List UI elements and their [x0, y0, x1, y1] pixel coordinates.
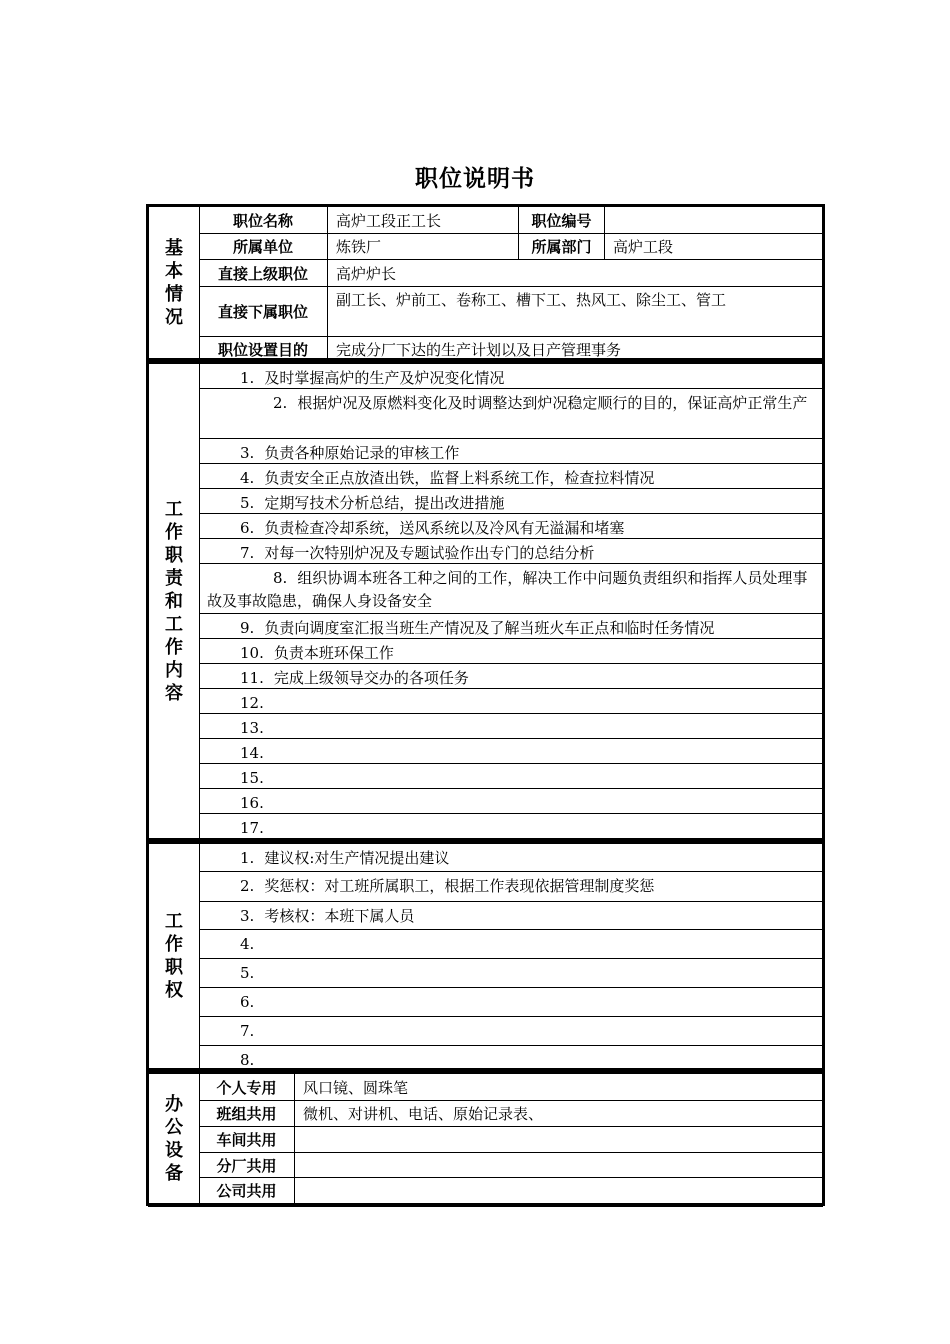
- equipment-row-value: 风口镜、圆珠笔: [303, 1078, 409, 1097]
- duty-item-number: 17.: [240, 819, 264, 837]
- duty-item-text: 对每一次特别炉况及专题试验作出专门的总结分析: [264, 544, 595, 562]
- duty-item: [199, 739, 822, 764]
- duty-item-text: 及时掌握高炉的生产及炉况变化情况: [264, 369, 505, 387]
- duty-item-number: 8.: [273, 569, 288, 587]
- subordinate-label: 直接下属职位: [199, 287, 328, 336]
- duty-item-number: 4.: [240, 469, 255, 487]
- duty-item: [199, 464, 822, 489]
- duty-item-number: 1.: [240, 369, 255, 387]
- duty-item: [199, 664, 822, 689]
- authority-item: [199, 872, 822, 902]
- authority-item-number: 1.: [240, 849, 255, 867]
- duty-item-text: 根据炉况及原燃料变化及时调整达到炉况稳定顺行的目的，保证高炉正常生产: [297, 394, 808, 412]
- equipment-row-value: [295, 1178, 822, 1203]
- duty-item-text: 定期写技术分析总结，提出改进措施: [264, 494, 505, 512]
- equipment-row: [199, 1127, 822, 1153]
- duty-item-number: 16.: [240, 794, 264, 812]
- duty-item: [199, 389, 822, 439]
- duty-item-text: 负责向调度室汇报当班生产情况及了解当班火车正点和临时任务情况: [264, 619, 715, 637]
- duty-item-text: 组织协调本班各工种之间的工作，解决工作中问题负责组织和指挥人员处理事故及事故隐患，确保人身设备安全: [207, 569, 808, 610]
- duty-item-text: 负责安全正点放渣出铁，监督上料系统工作，检查拉料情况: [264, 469, 655, 487]
- dept-value: 高炉工段: [613, 238, 674, 256]
- equipment-row-label: 车间共用: [199, 1127, 295, 1152]
- duty-item-number: 2.: [273, 394, 288, 412]
- position-no-value: [605, 207, 822, 233]
- unit-label: 所属单位: [199, 234, 328, 259]
- basic-info-label: 基本情况: [149, 207, 200, 358]
- duty-item-number: 11.: [240, 669, 264, 687]
- equipment-row: [199, 1074, 822, 1101]
- authority-item-text: 考核权：本班下属人员: [264, 907, 415, 925]
- authority-item: [199, 844, 822, 872]
- page-title: 职位说明书: [415, 166, 535, 192]
- equipment-row-label: 公司共用: [199, 1178, 295, 1203]
- duties-section: [146, 361, 825, 841]
- authority-item-number: 2.: [240, 877, 255, 895]
- equipment-row-value: 微机、对讲机、电话、原始记录表、: [303, 1105, 544, 1123]
- authority-item: [199, 959, 822, 988]
- duty-item: [199, 564, 822, 614]
- duty-item-number: 7.: [240, 544, 255, 562]
- equipment-row-label: 分厂共用: [199, 1153, 295, 1177]
- equipment-row-label: 个人专用: [199, 1074, 295, 1100]
- duty-item: [199, 789, 822, 814]
- authority-item: [199, 988, 822, 1017]
- duty-item-number: 13.: [240, 719, 264, 737]
- duty-item: [199, 514, 822, 539]
- duty-item-text: 负责检查冷却系统，送风系统以及冷风有无溢漏和堵塞: [264, 519, 625, 537]
- duty-item-number: 12.: [240, 694, 264, 712]
- position-no-label: 职位编号: [518, 207, 605, 233]
- equipment-row: [199, 1153, 822, 1178]
- duty-item: [199, 439, 822, 464]
- authority-item-text: 建议权:对生产情况提出建议: [264, 849, 450, 867]
- superior-label: 直接上级职位: [199, 260, 328, 286]
- duty-item: [199, 764, 822, 789]
- equipment-section: [146, 1071, 825, 1206]
- authority-item-number: 3.: [240, 907, 255, 925]
- position-name-row: [199, 207, 822, 234]
- superior-value: 高炉炉长: [336, 264, 397, 283]
- position-name-value: 高炉工段正工长: [336, 211, 442, 230]
- duty-item-number: 15.: [240, 769, 264, 787]
- subordinate-value: 副工长、炉前工、卷称工、槽下工、热风工、除尘工、管工: [336, 291, 727, 309]
- duty-item: [199, 814, 822, 839]
- duty-item-number: 9.: [240, 619, 255, 637]
- equipment-row-value: [295, 1127, 822, 1152]
- authority-item-number: 8.: [240, 1051, 255, 1069]
- duty-item-number: 14.: [240, 744, 264, 762]
- duty-item-number: 5.: [240, 494, 255, 512]
- duty-item-number: 3.: [240, 444, 255, 462]
- duty-item: [199, 539, 822, 564]
- authority-item: [199, 1046, 822, 1068]
- authority-label: 工作职权: [149, 844, 200, 1068]
- basic-info-section: [146, 204, 825, 361]
- authority-item-number: 7.: [240, 1022, 255, 1040]
- duty-item: [199, 639, 822, 664]
- equipment-row-label: 班组共用: [199, 1101, 295, 1126]
- authority-item: [199, 930, 822, 959]
- authority-section: [146, 841, 825, 1071]
- unit-row: [199, 234, 822, 260]
- duty-item: [199, 364, 822, 389]
- duty-item-text: 负责本班环保工作: [273, 644, 394, 662]
- equipment-label: 办公设备: [149, 1074, 200, 1203]
- duty-item: [199, 689, 822, 714]
- unit-value: 炼铁厂: [336, 238, 382, 256]
- duty-item: [199, 714, 822, 739]
- equipment-row: [199, 1101, 822, 1127]
- duty-item: [199, 489, 822, 514]
- duty-item-number: 6.: [240, 519, 255, 537]
- superior-row: [199, 260, 822, 287]
- duty-item: [199, 614, 822, 639]
- purpose-value: 完成分厂下达的生产计划以及日产管理事务: [336, 340, 622, 359]
- duties-label: 工作职责和工作内容: [149, 364, 200, 838]
- authority-item-number: 4.: [240, 935, 255, 953]
- duty-item-text: 完成上级领导交办的各项任务: [273, 669, 469, 687]
- authority-item-number: 6.: [240, 993, 255, 1011]
- authority-item: [199, 902, 822, 930]
- purpose-row: [199, 337, 822, 361]
- authority-item: [199, 1017, 822, 1046]
- authority-item-text: 奖惩权：对工班所属职工，根据工作表现依据管理制度奖惩: [264, 877, 655, 895]
- purpose-label: 职位设置目的: [199, 337, 328, 361]
- dept-label: 所属部门: [518, 234, 605, 259]
- authority-item-number: 5.: [240, 964, 255, 982]
- subordinate-row: [199, 287, 822, 337]
- duty-item-text: 负责各种原始记录的审核工作: [264, 444, 460, 462]
- duty-item-number: 10.: [240, 644, 264, 662]
- equipment-row-value: [295, 1153, 822, 1177]
- equipment-row: [199, 1178, 822, 1203]
- position-name-label: 职位名称: [199, 207, 328, 233]
